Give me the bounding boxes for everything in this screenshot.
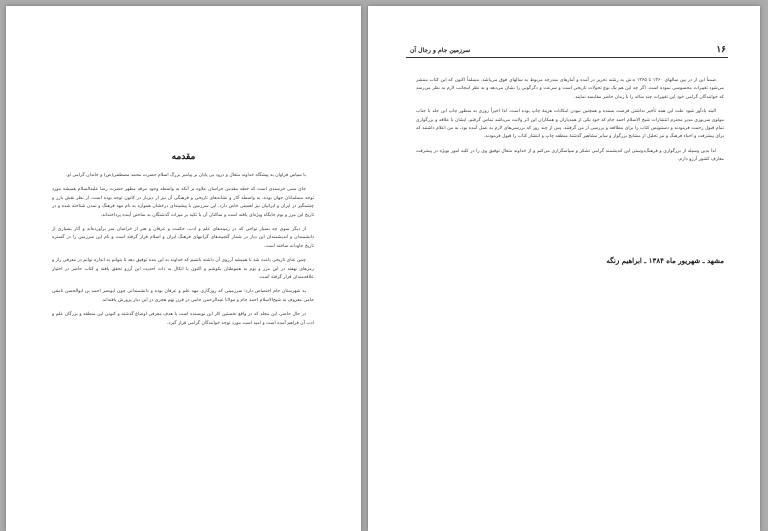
running-header [406,45,728,58]
document-page-left [6,6,361,531]
page-number: ۱۶ [716,45,726,55]
document-page-right [368,6,760,531]
right-page-body [416,77,724,171]
left-page-body [52,172,314,334]
signature-line: مشهد ـ شهریور ماه ۱۳۸۴ ـ ابراهیم زنگه [606,256,724,265]
paragraph: در حال حاضر، این مجلد که در واقع نخستین کار این نویسنده است با هدف معرفی اوضاع گذشته و کنونی این منطقه و بزرگان علم و ادب آن فراهم آمده است و امید است مورد توجه خوانندگان گرامی قرار گیرد. [52,312,314,326]
paragraph: به شهرستان جام اختصاص دارد؛ سرزمینی که روزگاری مهد علم و عرفان بوده و دانشمندانی چون ابونصر احمد بن ابوالحسن نامقی جامی معروف به شیخ‌الاسلام احمد جام و مولانا عبدالرحمن جامی در قرن نهم هجری در این دیار پرورش یافته‌اند. [52,289,314,303]
paragraph: چنین غنای تاریخی باعث شد تا همیشه آرزوی آن داشته باشیم که خداوند به این بنده توفیق دهد تا بتوانم به اندازه توانم در معرفی راز و رمزهای نهفته در این مرز و بوم به هموطنان بکوشم و اکنون با اتکال به ذات احدیت این آرزو تحقق یافته و کتاب حاضر در اختیار علاقه‌مندان قرار گرفته است. [52,258,314,281]
paragraph: با سپاس فراوان به پیشگاه خداوند متعال و درود بی پایان بر پیامبر بزرگ اسلام حضرت محمد مصطفی(ص) و خاندان گرامی او. [66,173,306,178]
running-title: سرزمین جام و رجال آن [410,47,471,54]
paragraph: البته یادآور شود علت این همه تأخیر نداشتن فرصت بسنده و همچنین نبودن امکانات هزینهٔ چاپ بوده است. لذا اخیراً روزی به منظور چاپ این جلد با جناب مولوی سربوزی مدیر محترم انتشارات شیخ الاسلام احمد جام که خود یکی از همدیاران و همکاران این اثر ولایت می‌باشد تماس گرفتم. ایشان با علاقه و بزرگواری تمام قبول زحمت فرمودند و دستنویس کتاب را برای مطالعه و بررسی از من گرفتند. پس از چند روز که بررسی‌های لازم به عمل آمده بود، به من اعلام داشتند که برای پیشرفت و احیاء فرهنگ و نیز تحلیل از مشایخ بزرگوار و سایر مشاهیر گذشتهٔ منطقه چاپ و انتشار کتاب را قبول فرمودند. [416,109,724,140]
paragraph: از دیگر سوی چه بسیار نواحی که در زمینه‌های علم و ادب، حکمت و عرفان و هنر از خراسان سر برآورده‌اند و آثار بسیاری از دانشمندان و اندیشمندان این دیار در شمار گنجینه‌های گرانبهای فرهنگ ایران و اسلام قرار گرفته است و نام این سرزمین را در گستره تاریخ جاودانه ساخته است. [52,227,314,249]
paragraph: لذا بدین وسیله از بزرگواری و فرهنگ‌دوستی این اندیشمند گرامی تشکر و سپاسگزاری می‌کنم و از خداوند متعال توفیق وی را در کلیه امور بویژه در پیشرفت معارف کشور آرزو دارم. [416,148,724,163]
paragraph: ضمناً این از در بین سالهای ۱۳۶۰ تا ۱۳۶۵ ه.ش به رشته تحریر در آمده و آمارهای مندرجه مربوط به سالهای فوق می‌باشد. مسلماً اکنون که این کتاب منتشر می‌شود تغییرات محسوسی نموده است. اگر چه این هم یک نوع تحولات تاریخی است و سرعت و دگرگونی را نشان می‌دهد و به نظر اینجانب لازم به نظر می‌رسد که خوانندگان گرامی خود این تغییرات چند ساله را با زمان حاضر مقایسه نمایند. [416,78,724,100]
section-heading: مقدمه [171,152,196,162]
paragraph: جای بسی خرسندی است که خطه مقدس خراسان علاوه بر آنکه به واسطه وجود مرقد مطهر حضرت رضا علیه‌السلام همیشه مورد توجه مسلمانان جهان بوده، به واسطه آثار و نشانه‌های تاریخی و فرهنگی آن نیز از دیرباز در کانون توجه بوده است. از نظر نقش بارز و چشمگیر در ایران و ایرانیان نیز اهمیتی خاص دارد. این سرزمین با پیشینه‌ای درخشان همواره به نام مهد فرهنگ و تمدن شناخته شده و در تاریخ این مرز و بوم جایگاه ویژه‌ای یافته است و ساکنان آن با تکیه بر میراث گذشتگان به ساختن آینده پرداخته‌اند. [52,187,314,218]
